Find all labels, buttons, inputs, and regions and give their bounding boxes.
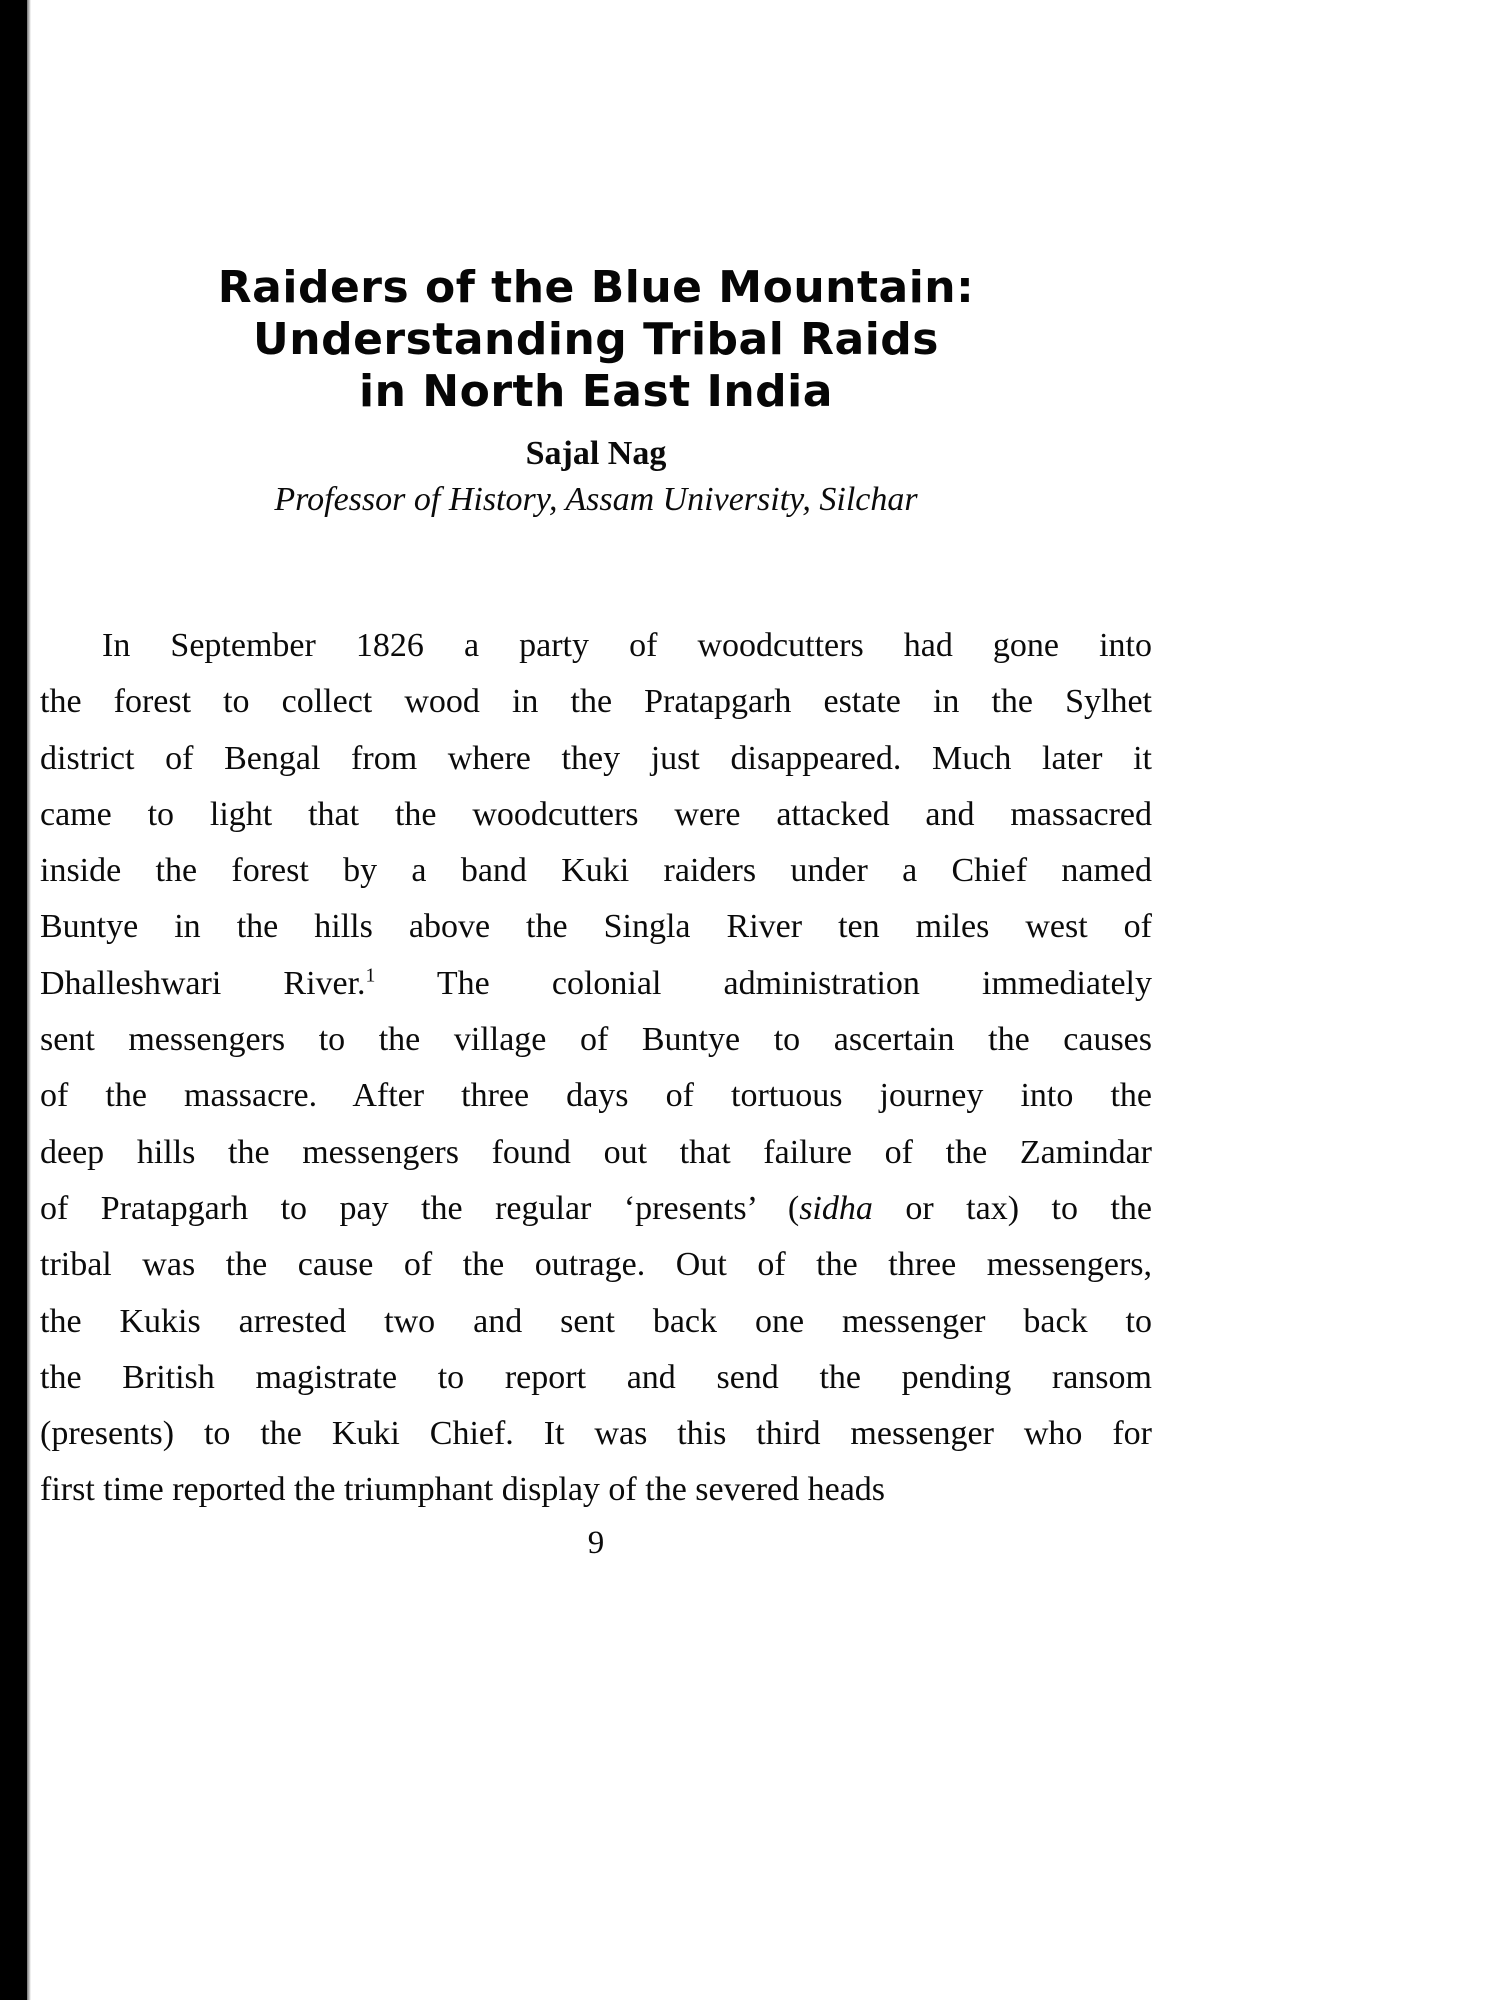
page-content	[40, 0, 1152, 1563]
footnote-marker: 1	[365, 964, 376, 987]
body-line: Buntye in the hills above the Singla River ten miles west of	[40, 908, 1152, 946]
page-number: 9	[587, 1524, 605, 1561]
body-text	[40, 618, 1152, 1519]
body-line: the British magistrate to report and send the pending ransom	[40, 1358, 1152, 1396]
author-name: Sajal Nag	[525, 435, 667, 472]
body-line: came to light that the woodcutters were attacked and massacred	[40, 795, 1152, 833]
body-line: sent messengers to the village of Buntye to ascertain the causes	[40, 1021, 1152, 1059]
author-affiliation: Professor of History, Assam University, Silchar	[274, 481, 918, 518]
body-line: In September 1826 a party of woodcutters had gone into	[102, 627, 1152, 664]
body-line: the Kukis arrested two and sent back one messenger back to	[40, 1302, 1152, 1340]
body-line: Dhalleshwari River.$^1$ The colonial administration immediately	[40, 964, 1152, 1002]
body-line: district of Bengal from where they just disappeared. Much later it	[40, 739, 1152, 777]
body-line: inside the forest by a band Kuki raiders under a Chief named	[40, 852, 1152, 890]
body-line: (presents) to the Kuki Chief. It was this third messenger who for	[40, 1415, 1152, 1453]
body-line: deep hills the messengers found out that failure of the Zamindar	[40, 1133, 1152, 1171]
scan-edge-artifact	[0, 0, 27, 2000]
body-line: tribal was the cause of the outrage. Out of the three messengers,	[40, 1246, 1152, 1284]
chapter-title	[40, 262, 1152, 418]
body-line: of the massacre. After three days of tortuous journey into the	[40, 1077, 1152, 1115]
chapter-title-line: in North East India	[359, 366, 833, 417]
body-line: the forest to collect wood in the Pratapgarh estate in the Sylhet	[40, 683, 1152, 721]
chapter-title-line: Raiders of the Blue Mountain:	[217, 262, 975, 313]
chapter-title-line: Understanding Tribal Raids	[253, 314, 939, 365]
body-line: first time reported the triumphant display of the severed heads	[40, 1471, 886, 1509]
body-line: of Pratapgarh to pay the regular ‘presents’ (sidha or tax) to the	[40, 1189, 1152, 1227]
